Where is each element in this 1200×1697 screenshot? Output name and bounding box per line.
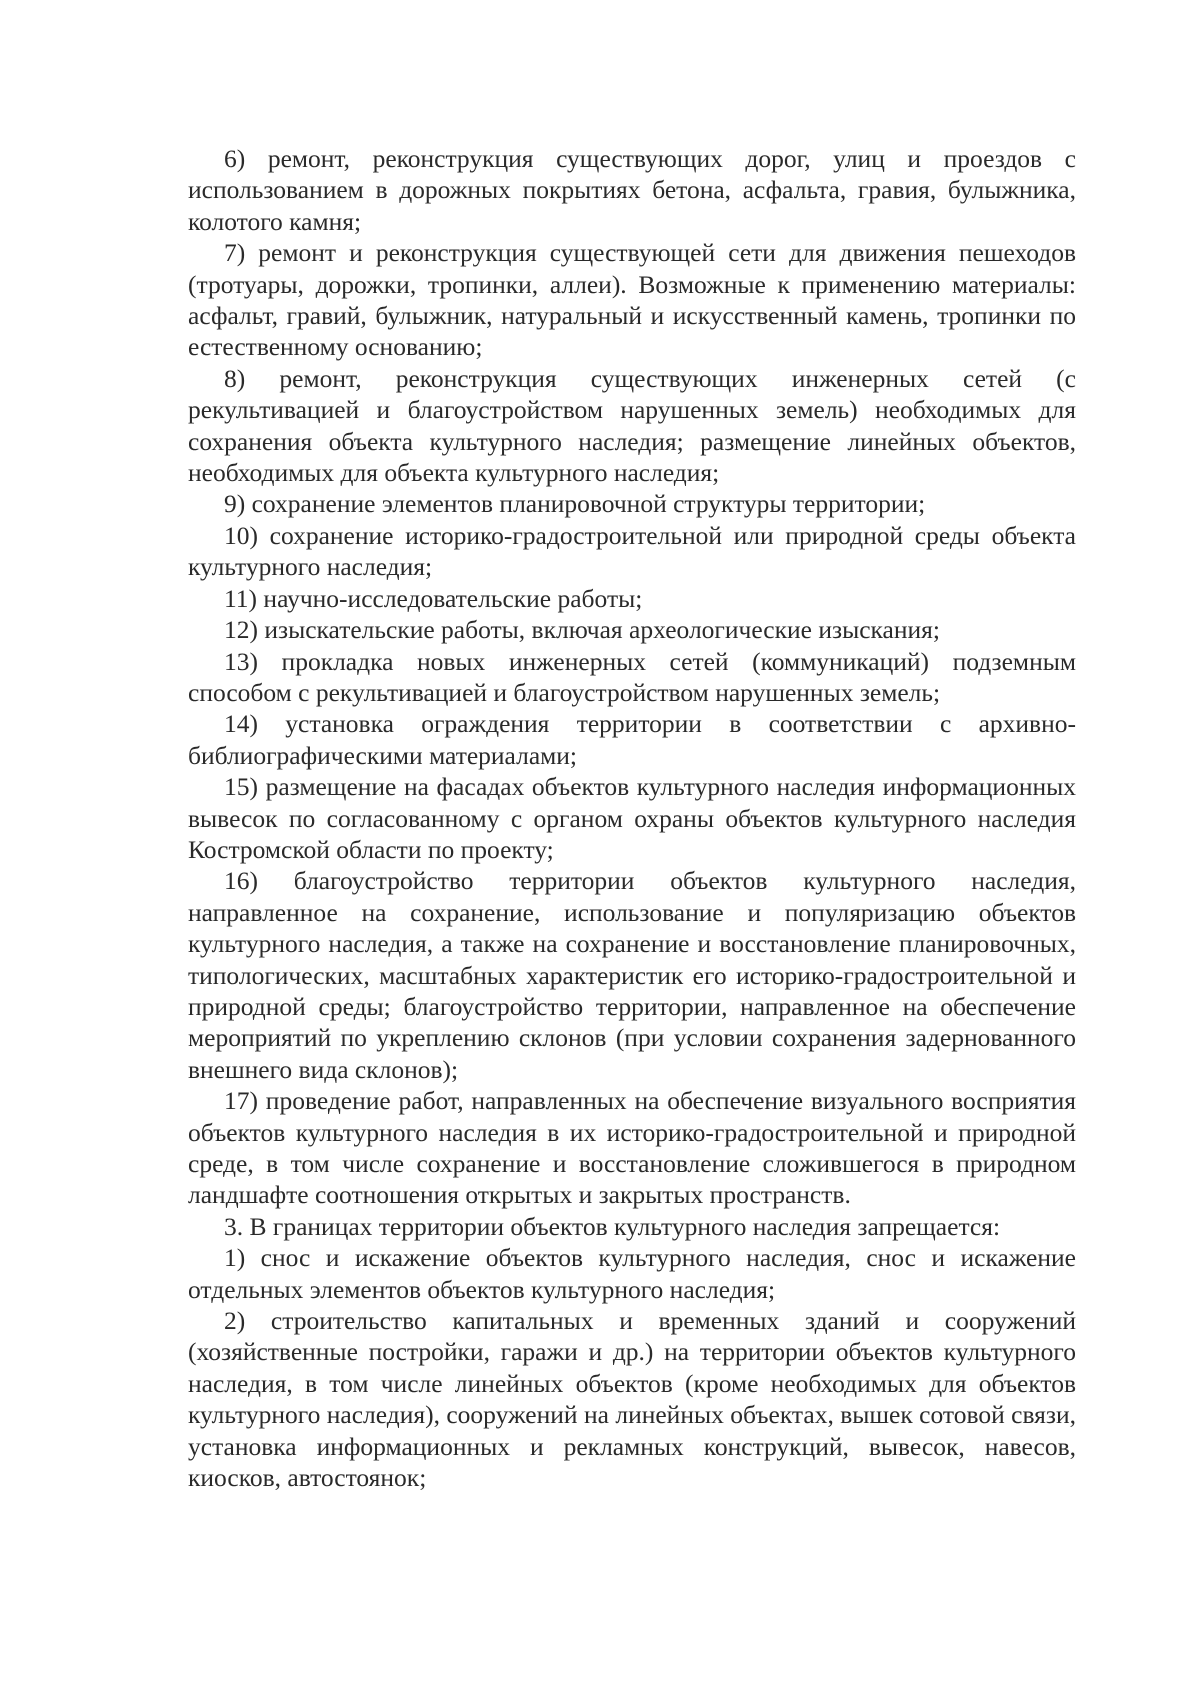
- prohibition-item-1: 1) снос и искажение объектов культурного наследия, снос и искажение отдельных элементов объектов культурного наследия;: [188, 1243, 1076, 1304]
- paragraph-item-17: 17) проведение работ, направленных на обеспечение визуального восприятия объектов культурного наследия в их историко-градостроительной и природной среде, в том числе сохранение и восстановление сложившегося в природном ландшафте соотношения открытых и закрытых пространств.: [188, 1086, 1076, 1210]
- paragraph-item-6: 6) ремонт, реконструкция существующих дорог, улиц и проездов с использованием в дорожных покрытиях бетона, асфальта, гравия, булыжника, колотого камня;: [188, 144, 1076, 236]
- prohibition-item-2: 2) строительство капитальных и временных зданий и сооружений (хозяйственные постройки, гаражи и др.) на территории объектов культурного наследия, в том числе линейных объектов (кроме необходимых для объектов культурного наследия), сооружений на линейных объектах, вышек сотовой связи, установка информационных и рекламных конструкций, вывесок, навесов, киосков, автостоянок;: [188, 1306, 1076, 1493]
- paragraph-item-11: 11) научно-исследовательские работы;: [224, 583, 643, 613]
- paragraph-item-10: 10) сохранение историко-градостроительной или природной среды объекта культурного наследия;: [188, 520, 1076, 582]
- paragraph-item-16: 16) благоустройство территории объектов культурного наследия, направленное на сохранение, использование и популяризацию объектов культурного наследия, а также на сохранение и восстановление планировочных, типологических, масштабных характеристик его историко-градостроительной и природной среды; благоустройство территории, направленное на обеспечение мероприятий по укреплению склонов (при условии сохранения задернованного внешнего вида склонов);: [188, 866, 1076, 1084]
- section-heading-3: 3. В границах территории объектов культурного наследия запрещается:: [224, 1211, 1001, 1241]
- paragraph-item-13: 13) прокладка новых инженерных сетей (коммуникаций) подземным способом с рекультивацией и благоустройством нарушенных земель;: [188, 646, 1076, 707]
- paragraph-item-14: 14) установка ограждения территории в соответствии с архивно-библиографическими материалами;: [188, 709, 1076, 770]
- paragraph-item-7: 7) ремонт и реконструкция существующей сети для движения пешеходов (тротуары, дорожки, тропинки, аллеи). Возможные к применению материалы: асфальт, гравий, булыжник, натуральный и искусственный камень, тропинки по естественному основанию;: [188, 238, 1076, 362]
- paragraph-item-8: 8) ремонт, реконструкция существующих инженерных сетей (с рекультивацией и благоустройством нарушенных земель) необходимых для сохранения объекта культурного наследия; размещение линейных объектов, необходимых для объекта культурного наследия;: [188, 363, 1076, 488]
- paragraph-item-15: 15) размещение на фасадах объектов культурного наследия информационных вывесок по согласованному с органом охраны объектов культурного наследия Костромской области по проекту;: [188, 772, 1076, 864]
- paragraph-item-9: 9) сохранение элементов планировочной структуры территории;: [224, 489, 926, 519]
- document-body: [188, 143, 1076, 1493]
- paragraph-item-12: 12) изыскательские работы, включая археологические изыскания;: [224, 615, 940, 645]
